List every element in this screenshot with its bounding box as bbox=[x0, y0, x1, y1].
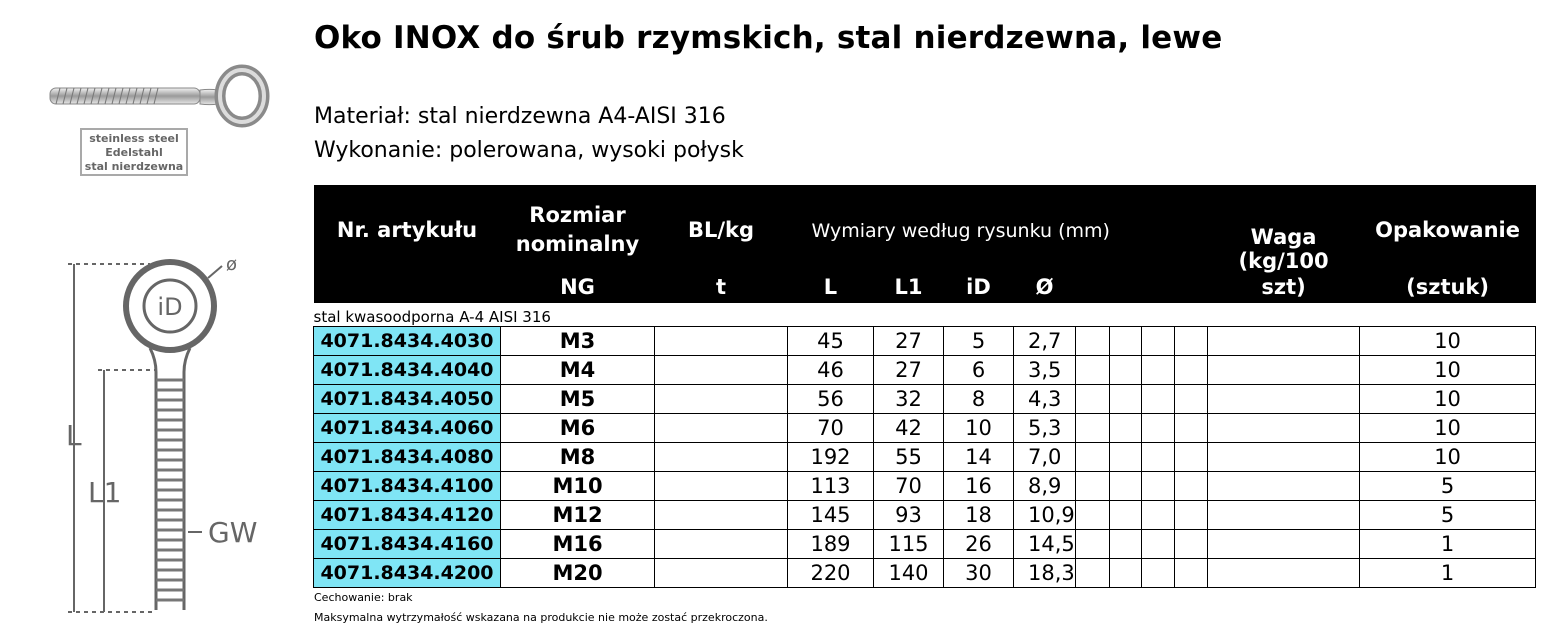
weight-cell bbox=[1208, 327, 1360, 356]
empty-cell bbox=[1076, 385, 1110, 414]
stamp-line: steinless steel bbox=[89, 132, 179, 145]
l-cell: 145 bbox=[788, 501, 874, 530]
l-cell: 56 bbox=[788, 385, 874, 414]
table-row bbox=[314, 559, 1536, 588]
empty-cell bbox=[1110, 356, 1142, 385]
dia-cell: 5,3 bbox=[1014, 414, 1076, 443]
stamp-line: stal nierdzewna bbox=[84, 160, 184, 173]
header-t: t bbox=[655, 275, 788, 303]
empty-cell bbox=[1110, 385, 1142, 414]
empty-cell bbox=[1175, 443, 1208, 472]
l-cell: 113 bbox=[788, 472, 874, 501]
material-stamp bbox=[80, 128, 188, 176]
empty-cell bbox=[1076, 327, 1110, 356]
article-cell: 4071.8434.4080 bbox=[314, 443, 501, 472]
pack-cell: 5 bbox=[1360, 472, 1536, 501]
l-cell: 45 bbox=[788, 327, 874, 356]
empty-cell bbox=[1110, 414, 1142, 443]
article-cell: 4071.8434.4120 bbox=[314, 501, 501, 530]
pack-cell: 1 bbox=[1360, 530, 1536, 559]
empty-cell bbox=[1175, 356, 1208, 385]
empty-cell bbox=[1110, 472, 1142, 501]
pack-cell: 10 bbox=[1360, 414, 1536, 443]
l1-cell: 55 bbox=[874, 443, 944, 472]
weight-cell bbox=[1208, 443, 1360, 472]
l1-cell: 115 bbox=[874, 530, 944, 559]
header-bl: BL/kg bbox=[655, 185, 788, 275]
l-cell: 46 bbox=[788, 356, 874, 385]
empty-cell bbox=[1175, 530, 1208, 559]
empty-cell bbox=[1076, 356, 1110, 385]
header-pack: Opakowanie bbox=[1360, 185, 1536, 275]
size-cell: M16 bbox=[501, 530, 655, 559]
empty-cell bbox=[1110, 443, 1142, 472]
article-cell: 4071.8434.4030 bbox=[314, 327, 501, 356]
article-cell: 4071.8434.4160 bbox=[314, 530, 501, 559]
header-dia: Ø bbox=[1014, 275, 1076, 303]
id-cell: 8 bbox=[944, 385, 1014, 414]
dimension-l-label: L bbox=[66, 419, 82, 452]
group-label: stal kwasoodporna A-4 AISI 316 bbox=[313, 308, 551, 326]
id-cell: 14 bbox=[944, 443, 1014, 472]
empty-cell bbox=[1142, 501, 1175, 530]
empty-cell bbox=[1076, 414, 1110, 443]
id-cell: 5 bbox=[944, 327, 1014, 356]
empty-cell bbox=[1142, 414, 1175, 443]
header-dims bbox=[788, 185, 1208, 275]
dia-cell: 7,0 bbox=[1014, 443, 1076, 472]
header-l1: L1 bbox=[874, 275, 944, 303]
pack-cell: 10 bbox=[1360, 356, 1536, 385]
empty-cell bbox=[1175, 472, 1208, 501]
l-cell: 220 bbox=[788, 559, 874, 588]
header-l: L bbox=[788, 275, 874, 303]
table-row bbox=[314, 414, 1536, 443]
size-cell: M5 bbox=[501, 385, 655, 414]
pack-cell: 10 bbox=[1360, 327, 1536, 356]
empty-cell bbox=[1175, 327, 1208, 356]
empty-cell bbox=[1142, 356, 1175, 385]
size-cell: M4 bbox=[501, 356, 655, 385]
empty-cell bbox=[1076, 443, 1110, 472]
dia-cell: 3,5 bbox=[1014, 356, 1076, 385]
group-row bbox=[314, 303, 1536, 327]
table-row bbox=[314, 385, 1536, 414]
header-weight-bottom: szt) bbox=[1208, 275, 1360, 303]
l1-cell: 42 bbox=[874, 414, 944, 443]
weight-cell bbox=[1208, 414, 1360, 443]
bl-cell bbox=[655, 559, 788, 588]
dimension-l1-label: L1 bbox=[88, 476, 122, 509]
header-dims-label: Wymiary według rysunku (mm) bbox=[811, 220, 1110, 242]
empty-cell bbox=[1076, 559, 1110, 588]
dia-cell: 10,9 bbox=[1014, 501, 1076, 530]
weight-cell bbox=[1208, 472, 1360, 501]
header-ng: NG bbox=[501, 275, 655, 303]
table-subheader-row bbox=[314, 275, 1536, 303]
l1-cell: 32 bbox=[874, 385, 944, 414]
pack-cell: 1 bbox=[1360, 559, 1536, 588]
bl-cell bbox=[655, 472, 788, 501]
article-cell: 4071.8434.4060 bbox=[314, 414, 501, 443]
empty-cell bbox=[1076, 501, 1110, 530]
header-weight bbox=[1208, 185, 1360, 275]
article-cell: 4071.8434.4200 bbox=[314, 559, 501, 588]
stamp-line: Edelstahl bbox=[105, 146, 163, 159]
id-cell: 6 bbox=[944, 356, 1014, 385]
empty-cell bbox=[1142, 443, 1175, 472]
dia-cell: 14,5 bbox=[1014, 530, 1076, 559]
id-cell: 30 bbox=[944, 559, 1014, 588]
dia-cell: 8,9 bbox=[1014, 472, 1076, 501]
table-row bbox=[314, 472, 1536, 501]
size-cell: M20 bbox=[501, 559, 655, 588]
article-cell: 4071.8434.4040 bbox=[314, 356, 501, 385]
header-size bbox=[501, 185, 655, 275]
pack-cell: 10 bbox=[1360, 385, 1536, 414]
header-pack-bottom: (sztuk) bbox=[1360, 275, 1536, 303]
bl-cell bbox=[655, 327, 788, 356]
weight-cell bbox=[1208, 356, 1360, 385]
header-weight-unit: (kg/100 bbox=[1238, 249, 1329, 273]
header-size-label: Rozmiar nominalny bbox=[515, 203, 640, 256]
id-cell: 18 bbox=[944, 501, 1014, 530]
header-article: Nr. artykułu bbox=[314, 185, 501, 275]
l1-cell: 93 bbox=[874, 501, 944, 530]
empty-cell bbox=[1175, 385, 1208, 414]
l1-cell: 27 bbox=[874, 327, 944, 356]
id-cell: 26 bbox=[944, 530, 1014, 559]
dia-cell: 4,3 bbox=[1014, 385, 1076, 414]
pack-cell: 5 bbox=[1360, 501, 1536, 530]
table-header-row bbox=[314, 185, 1536, 275]
bl-cell bbox=[655, 501, 788, 530]
size-cell: M8 bbox=[501, 443, 655, 472]
table-row bbox=[314, 327, 1536, 356]
weight-cell bbox=[1208, 559, 1360, 588]
id-cell: 10 bbox=[944, 414, 1014, 443]
id-cell: 16 bbox=[944, 472, 1014, 501]
header-weight-label: Waga bbox=[1250, 225, 1317, 249]
header-id: iD bbox=[944, 275, 1014, 303]
dia-cell: 2,7 bbox=[1014, 327, 1076, 356]
empty-cell bbox=[1175, 414, 1208, 443]
empty-cell bbox=[1142, 530, 1175, 559]
product-photo bbox=[40, 58, 280, 128]
strength-note: Maksymalna wytrzymałość wskazana na produkcie nie może zostać przekroczona. bbox=[314, 611, 768, 624]
size-cell: M10 bbox=[501, 472, 655, 501]
l1-cell: 27 bbox=[874, 356, 944, 385]
table-row bbox=[314, 530, 1536, 559]
l-cell: 70 bbox=[788, 414, 874, 443]
l-cell: 189 bbox=[788, 530, 874, 559]
bl-cell bbox=[655, 443, 788, 472]
l1-cell: 70 bbox=[874, 472, 944, 501]
size-cell: M12 bbox=[501, 501, 655, 530]
pack-cell: 10 bbox=[1360, 443, 1536, 472]
finish-spec: Wykonanie: polerowana, wysoki połysk bbox=[314, 138, 744, 163]
empty-cell bbox=[1110, 327, 1142, 356]
weight-cell bbox=[1208, 501, 1360, 530]
empty-cell bbox=[1175, 501, 1208, 530]
empty-cell bbox=[1175, 559, 1208, 588]
size-cell: M6 bbox=[501, 414, 655, 443]
bl-cell bbox=[655, 356, 788, 385]
table-row bbox=[314, 356, 1536, 385]
empty-cell bbox=[1110, 501, 1142, 530]
weight-cell bbox=[1208, 385, 1360, 414]
empty-cell bbox=[1110, 530, 1142, 559]
marking-note: Cechowanie: brak bbox=[314, 591, 413, 604]
bl-cell bbox=[655, 385, 788, 414]
article-cell: 4071.8434.4050 bbox=[314, 385, 501, 414]
dia-cell: 18,3 bbox=[1014, 559, 1076, 588]
diameter-label: ø bbox=[226, 254, 238, 275]
empty-cell bbox=[1142, 472, 1175, 501]
empty-cell bbox=[1110, 559, 1142, 588]
page-title: Oko INOX do śrub rzymskich, stal nierdzewna, lewe bbox=[314, 20, 1223, 56]
empty-cell bbox=[1142, 559, 1175, 588]
weight-cell bbox=[1208, 530, 1360, 559]
empty-cell bbox=[1076, 530, 1110, 559]
table-row bbox=[314, 443, 1536, 472]
bl-cell bbox=[655, 414, 788, 443]
l1-cell: 140 bbox=[874, 559, 944, 588]
product-table bbox=[313, 185, 1536, 588]
table-row bbox=[314, 501, 1536, 530]
technical-drawing bbox=[60, 240, 290, 620]
thread-gw-label: GW bbox=[208, 516, 258, 549]
l-cell: 192 bbox=[788, 443, 874, 472]
id-label: iD bbox=[157, 293, 183, 321]
article-cell: 4071.8434.4100 bbox=[314, 472, 501, 501]
size-cell: M3 bbox=[501, 327, 655, 356]
empty-cell bbox=[1142, 385, 1175, 414]
bl-cell bbox=[655, 530, 788, 559]
material-spec: Materiał: stal nierdzewna A4-AISI 316 bbox=[314, 104, 726, 129]
empty-cell bbox=[1142, 327, 1175, 356]
empty-cell bbox=[1076, 472, 1110, 501]
